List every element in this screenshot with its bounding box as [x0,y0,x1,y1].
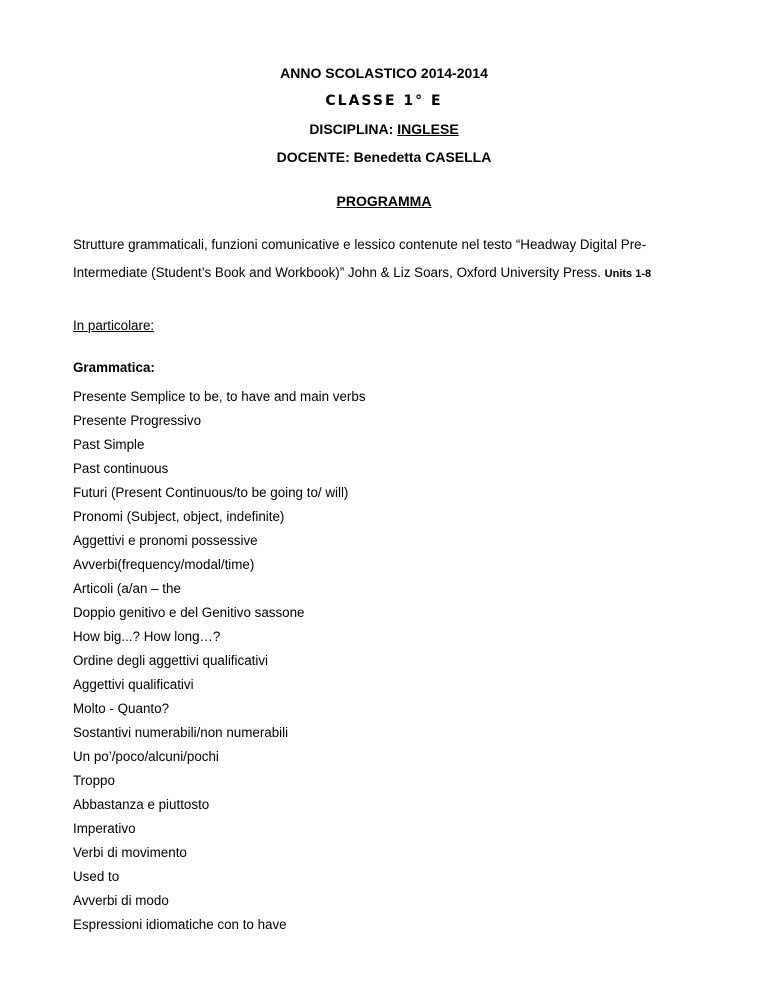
list-item: Ordine degli aggettivi qualificativi [73,653,269,668]
discipline-value: INGLESE [397,121,459,137]
list-item: Aggettivi qualificativi [73,677,194,692]
list-item: Un po’/poco/alcuni/pochi [73,749,219,764]
list-item: Molto - Quanto? [73,701,170,716]
intro-line-1: Strutture grammaticali, funzioni comunicative e lessico contenute nel testo “Headway Digital Pre- [73,237,647,252]
list-item: Pronomi (Subject, object, indefinite) [73,509,285,524]
intro-line-2-text: Intermediate (Student’s Book and Workbook)” John & Liz Soars, Oxford University Press. [73,265,605,280]
list-item: Espressioni idiomatiche con to have [73,917,287,932]
list-item: Avverbi di modo [73,893,169,908]
list-item: Presente Progressivo [73,413,202,428]
discipline-label: DISCIPLINA: [309,121,398,137]
class-heading: CLASSE 1° E [325,93,443,109]
list-item: Aggettivi e pronomi possessive [73,533,258,548]
teacher-heading: DOCENTE: Benedetta CASELLA [276,149,492,165]
list-item: Verbi di movimento [73,845,187,860]
intro-line-2 [73,265,713,280]
list-item: Used to [73,869,120,884]
program-title: PROGRAMMA [336,193,432,209]
list-item: Avverbi(frequency/modal/time) [73,557,255,572]
list-item: Imperativo [73,821,136,836]
list-item: Past Simple [73,437,145,452]
list-item: Futuri (Present Continuous/to be going to/ will) [73,485,349,500]
list-item: Sostantivi numerabili/non numerabili [73,725,289,740]
list-item: Abbastanza e piuttosto [73,797,210,812]
list-item: Presente Semplice to be, to have and main verbs [73,389,366,404]
units-label: Units 1-8 [604,268,652,280]
grammar-list [73,385,366,937]
list-item: Doppio genitivo e del Genitivo sassone [73,605,305,620]
school-year-heading: ANNO SCOLASTICO 2014-2014 [280,65,488,81]
list-item: Articoli (a/an – the [73,581,181,596]
discipline-heading [0,121,768,137]
list-item: How big...? How long…? [73,629,221,644]
grammatica-heading: Grammatica: [73,360,155,375]
in-particolare-label: In particolare: [73,318,155,333]
list-item: Past continuous [73,461,169,476]
list-item: Troppo [73,773,115,788]
